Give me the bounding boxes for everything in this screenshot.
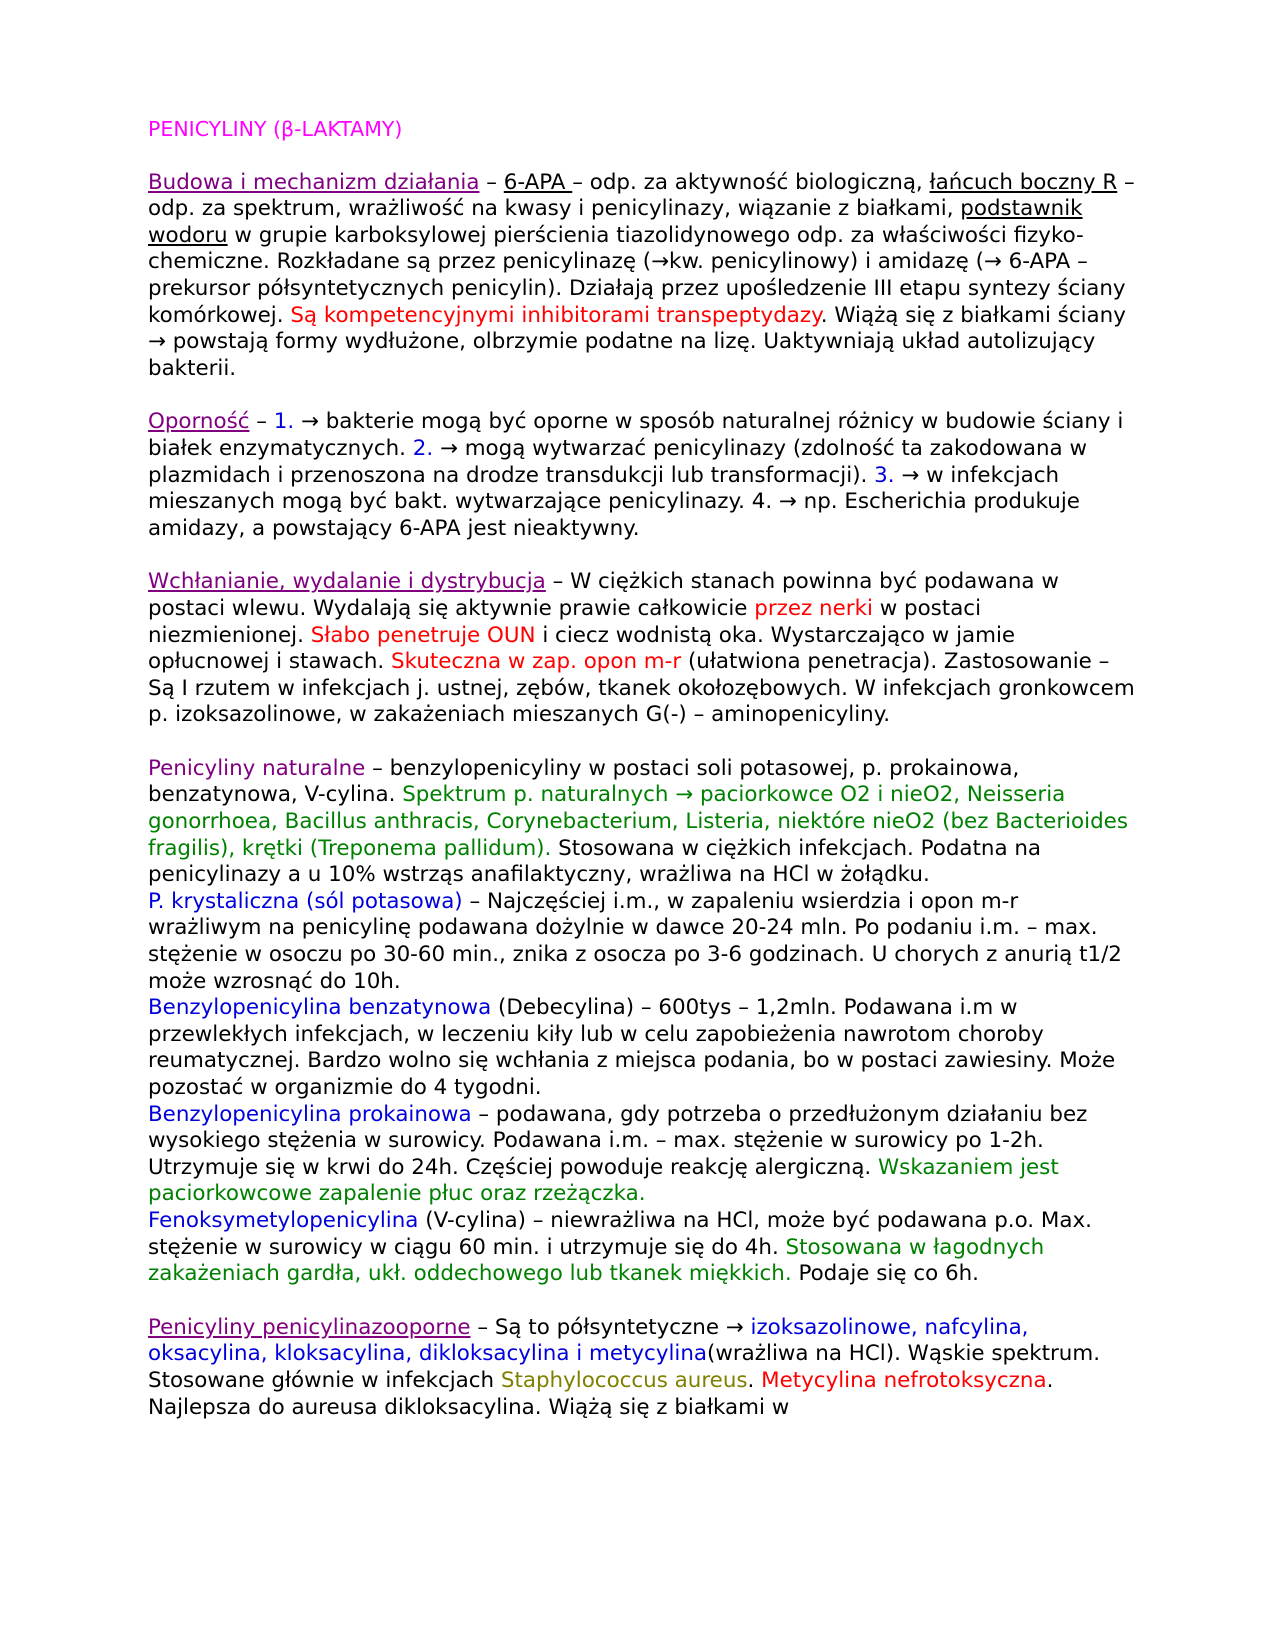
heading-opornosc: Oporność [148, 409, 250, 435]
text: → mogą wytwarzać penicylinazy (zdolność ta zakodowana w plazmidach i przenoszona na drodze transdukcji lub transformacji). [148, 435, 1087, 488]
text: – [479, 169, 504, 195]
section-naturalne [148, 756, 1138, 889]
text: w grupie karboksylowej pierścienia tiazolidynowego odp. za właściwości fizyko-chemiczne. Rozkładane są przez penicylinazę (→kw. penicylinowy) i amidazę (→ 6-APA – prekursor półsyntetycznych penicylin). Działają przez upośledzenie III etapu syntezy ściany komórkowej. [148, 222, 1126, 328]
highlight-green: Stosowana w łagodnych zakażeniach gardła, ukł. oddechowego lub tkanek miękkich. [148, 1234, 1045, 1287]
text: . [747, 1367, 762, 1393]
heading-benzatynowa: Benzylopenicylina benzatynowa [148, 995, 492, 1021]
highlight-red: przez nerki [754, 595, 873, 621]
text: i ciecz wodnistą oka. Wystarczająco w jamie opłucnowej i stawach. [148, 622, 1016, 675]
text: → bakterie mogą być oporne w sposób naturalnej różnicy w budowie ściany i białek enzymatycznych. [148, 409, 1124, 461]
text: (Debecylina) – 600tys – 1,2mln. Podawana i.m w przewlekłych infekcjach, w leczeniu kiły lub w celu zapobieżenia nawrotom choroby reumatycznej. Bardzo wolno się wchłania z miejsca podania, bo w postaci zawiesiny. Może pozostać w organizmie do 4 tygodni. [148, 995, 1116, 1100]
section-benzatynowa [148, 995, 1138, 1101]
section-wchlanianie [148, 569, 1138, 729]
document-title: PENICYLINY (β-LAKTAMY) [148, 117, 403, 141]
highlight-green: Wskazaniem jest paciorkowcowe zapalenie płuc oraz rzeżączka. [148, 1154, 1059, 1207]
text: (V-cylina) – niewrażliwa na HCl, może być podawana p.o. Max. stężenie w surowicy w ciągu 60 min. i utrzymuje się do 4h. [148, 1207, 1092, 1260]
term-6apa: 6-APA [503, 169, 573, 195]
heading-budowa: Budowa i mechanizm działania [148, 169, 480, 195]
heading-penicylinazooporne: Penicyliny penicylinazooporne [148, 1314, 471, 1340]
text: – podawana, gdy potrzeba o przedłużonym działaniu bez wysokiego stężenia w surowicy. Podawana i.m. – max. stężenie w surowicy po 1-2h. Utrzymuje się w krwi do 24h. Częściej powoduje reakcję alergiczną. [148, 1101, 1088, 1180]
term-lancuch: łańcuch boczny R [929, 169, 1118, 195]
heading-wchlanianie: Wchłanianie, wydalanie i dystrybucja [148, 569, 546, 595]
text: (ułatwiona penetracja). Zastosowanie – Są I rzutem w infekcjach j. ustnej, zębów, tkanek okołozębowych. W infekcjach gronkowcem p. izoksazolinowe, w zakażeniach mieszanych G(-) – aminopenicyliny. [148, 649, 1135, 728]
highlight-red: Są kompetencyjnymi inhibitorami transpeptydazy [290, 302, 821, 328]
heading-prokainowa: Benzylopenicylina prokainowa [148, 1101, 472, 1127]
highlight-green: Spektrum p. naturalnych → paciorkowce O2 i nieO2, Neisseria gonorrhoea, Bacillus anthracis, Corynebacterium, Listeria, niektóre nieO2 (bez Bacterioides fragilis), krętki (Treponema pallidum). [148, 782, 1128, 861]
highlight-red: Słabo penetruje OUN [310, 622, 536, 648]
text: Stosowana w ciężkich infekcjach. Podatna na penicylinazy a u 10% wstrząs anafilaktyczny, wrażliwa na HCl w żołądku. [148, 835, 1042, 888]
text: – odp. za spektrum, wrażliwość na kwasy i penicylinazy, wiązanie z białkami, [148, 169, 1135, 222]
term-podstawnik: podstawnik wodoru [148, 196, 1083, 248]
text: → w infekcjach mieszanych mogą być bakt. wytwarzające penicylinazy. 4. → np. Escherichia produkuje amidazy, a powstający 6-APA jest nieaktywny. [148, 462, 1080, 541]
text: – odp. za aktywność biologiczną, [572, 169, 930, 195]
section-prokainowa [148, 1102, 1138, 1208]
section-budowa [148, 170, 1138, 383]
number-2: 2. [412, 435, 434, 461]
text: – benzylopenicyliny w postaci soli potasowej, p. prokainowa, benzatynowa, V-cylina. [148, 755, 1020, 808]
heading-fenoksymetylo: Fenoksymetylopenicylina [148, 1207, 419, 1233]
section-penicylinazooporne [148, 1315, 1138, 1421]
text: – [249, 409, 274, 435]
number-3: 3. [874, 462, 895, 488]
highlight-blue: izoksazolinowe, nafcylina, oksacylina, kloksacylina, dikloksacylina i metycylina [148, 1314, 1029, 1367]
section-opornosc [148, 409, 1138, 542]
text: w postaci niezmienionej. [148, 595, 982, 648]
text: . Najlepsza do aureusa dikloksacylina. Wiążą się z białkami w [148, 1367, 1054, 1420]
text: – Najczęściej i.m., w zapaleniu wsierdzia i opon m-r wrażliwym na penicylinę podawana dożylnie w dawce 20-24 mln. Po podaniu i.m. – max. stężenie w osoczu po 30-60 min., znika z osocza po 3-6 godzinach. U chorych z anurią t1/2 może wzrosnąć do 10h. [148, 888, 1122, 994]
text: – W ciężkich stanach powinna być podawana w postaci wlewu. Wydalają się aktywnie prawie całkowicie [148, 569, 1059, 621]
number-1: 1. [273, 409, 295, 435]
text: (wrażliwa na HCl). Wąskie spektrum. Stosowane głównie w infekcjach [148, 1341, 1101, 1393]
text: – Są to półsyntetyczne → [470, 1314, 751, 1340]
text: . Wiążą się z białkami ściany → powstają formy wydłużone, olbrzymie podatne na lizę. Uaktywniają układ autolizujący bakterii. [148, 302, 1126, 381]
text: Podaje się co 6h. [791, 1261, 979, 1287]
section-krystaliczna [148, 889, 1138, 995]
highlight-red: Skuteczna w zap. opon m-r [391, 649, 682, 675]
section-fenoksymetylo [148, 1208, 1138, 1288]
highlight-olive: Staphylococcus aureus [500, 1367, 748, 1393]
highlight-red: Metycylina nefrotoksyczna [761, 1367, 1047, 1393]
heading-krystaliczna: P. krystaliczna (sól potasowa) [148, 888, 463, 914]
heading-naturalne: Penicyliny naturalne [148, 755, 366, 781]
document-page [148, 116, 1138, 1421]
